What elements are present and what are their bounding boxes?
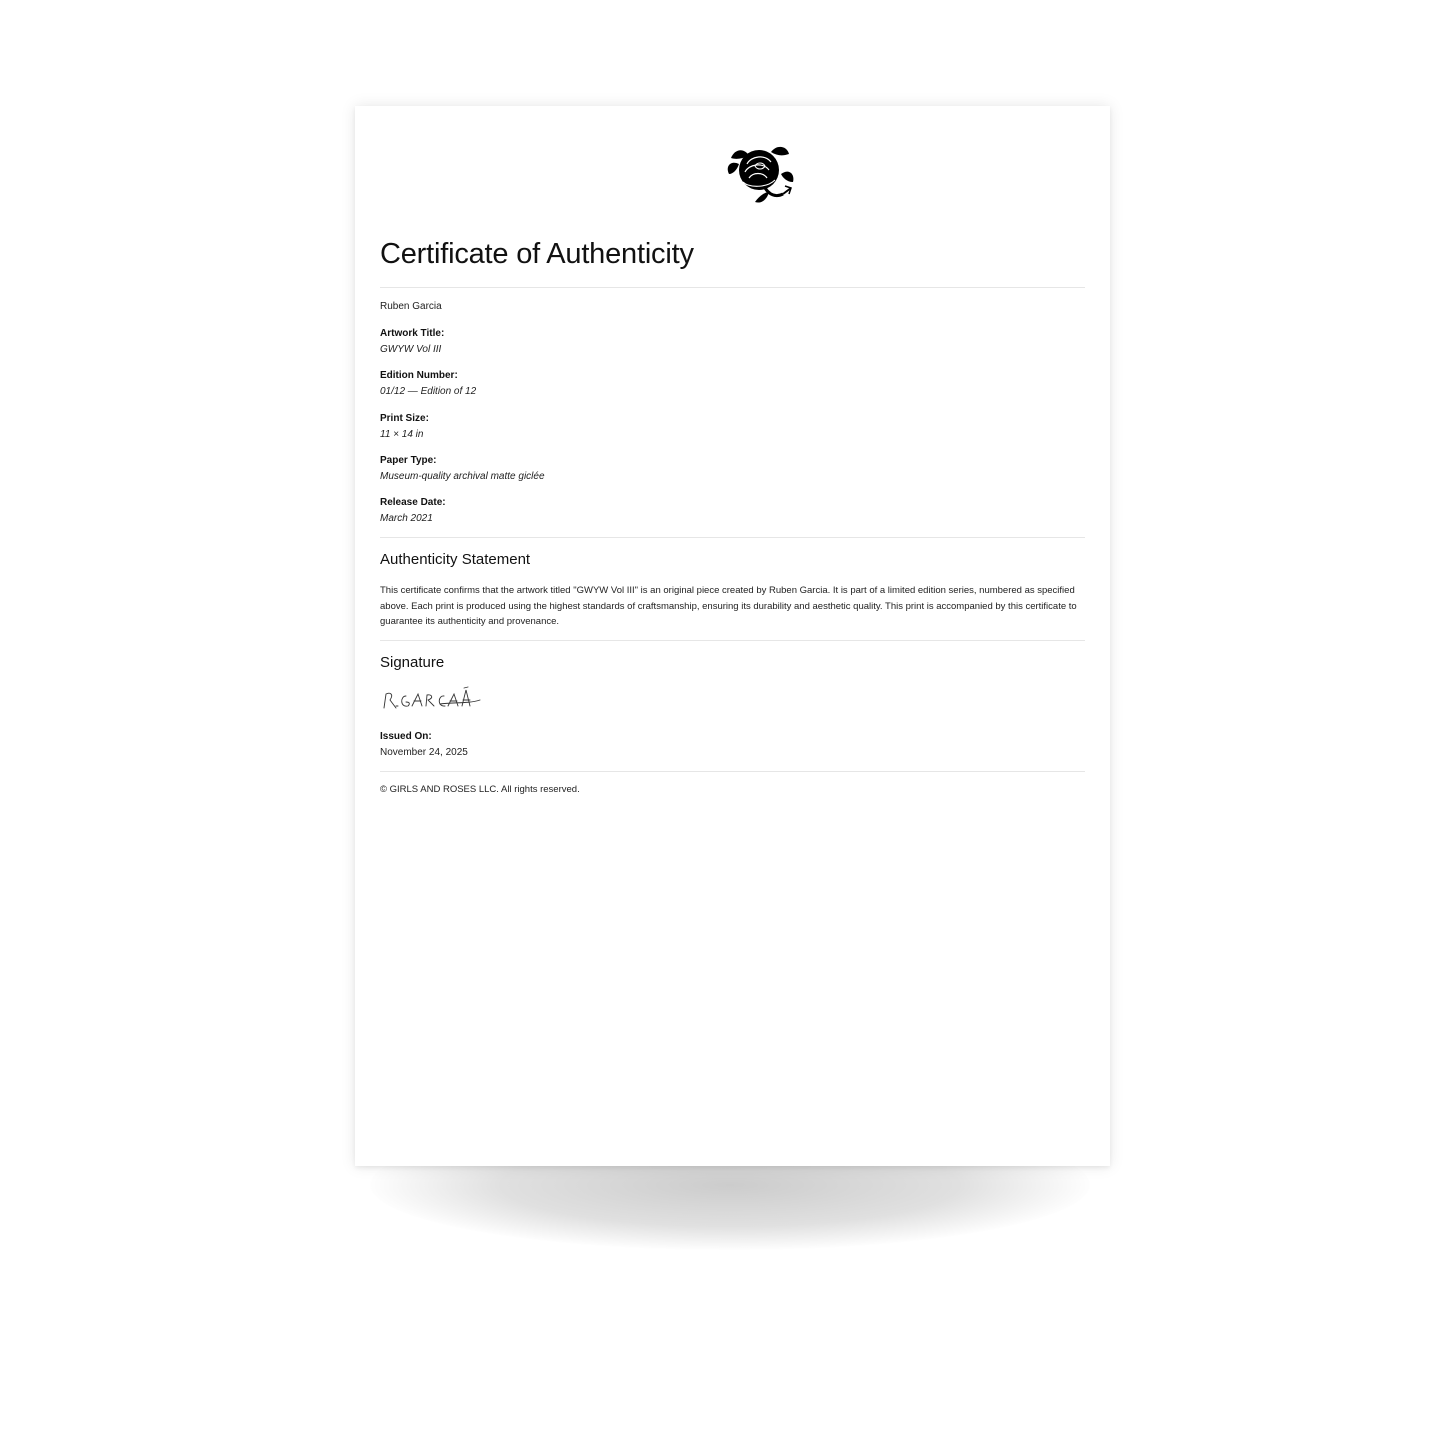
divider [380,771,1085,772]
field-label: Release Date: [380,497,446,508]
field-value: GWYW Vol III [380,344,442,355]
field-paper-type [380,454,545,486]
field-edition-number [380,369,476,401]
field-print-size [380,412,429,444]
divider [380,640,1085,641]
certificate-paper [355,106,1110,1166]
field-value: Museum-quality archival matte giclée [380,471,545,482]
field-label: Artwork Title: [380,328,445,339]
field-value: March 2021 [380,513,433,524]
divider [380,537,1085,538]
field-value: 01/12 — Edition of 12 [380,386,477,397]
field-value: 11 × 14 in [380,429,424,440]
authenticity-statement: This certificate confirms that the artwork titled "GWYW Vol III" is an original piece created by Ruben Garcia. It is part of a limited edition series, numbered as specified above. Each print is produced using the highest standards of craftsmanship, ensuring its durability and aesthetic quality. This print is accompanied by this certificate to guarantee its authenticity and provenance. [380,585,1077,627]
field-label: Print Size: [380,413,429,424]
issued-on [380,730,468,762]
artist-name: Ruben Garcia [380,301,442,312]
handwritten-signature [380,684,490,714]
signature-heading: Signature [380,654,445,671]
field-label: Paper Type: [380,455,437,466]
issued-date: November 24, 2025 [380,747,468,758]
field-artwork-title [380,327,444,359]
copyright-footer: © GIRLS AND ROSES LLC. All rights reserved. [380,784,580,795]
issued-label: Issued On: [380,731,432,742]
rose-icon [725,144,797,206]
statement-heading: Authenticity Statement [380,551,531,568]
field-release-date [380,496,446,528]
page-title: Certificate of Authenticity [380,238,694,270]
divider [380,287,1085,288]
field-label: Edition Number: [380,370,458,381]
